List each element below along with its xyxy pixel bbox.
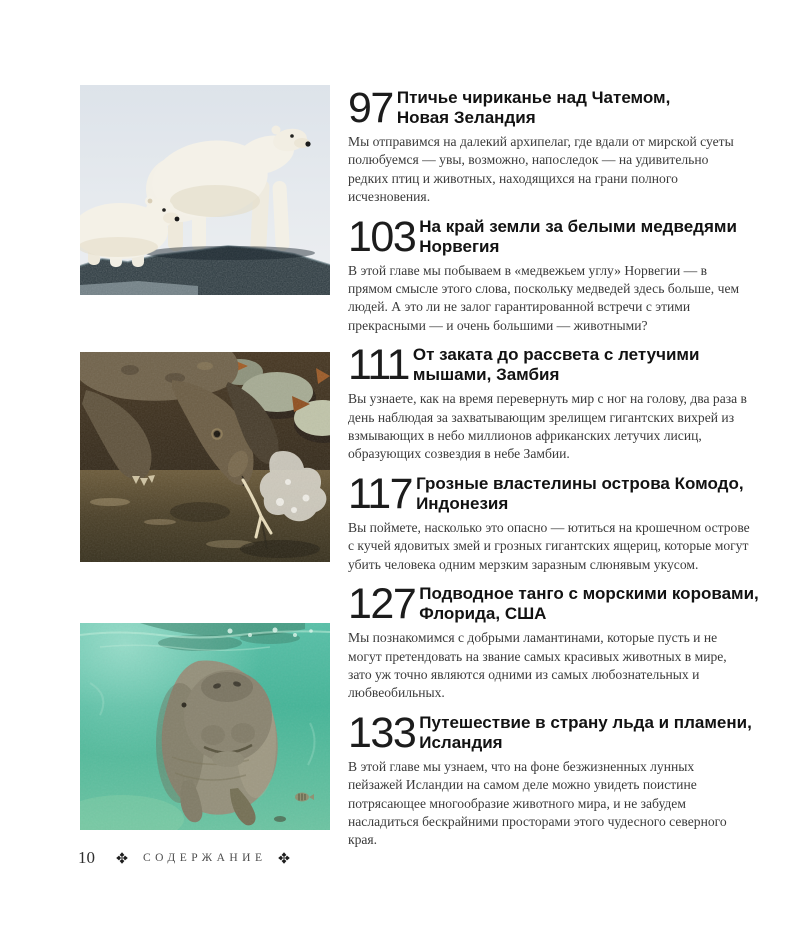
chapter-page-number: 111 [348, 341, 409, 390]
section-label: СОДЕРЖАНИЕ [143, 852, 267, 864]
chapter-title [419, 582, 759, 624]
toc-entry [348, 708, 752, 850]
chapter-page-number: 133 [348, 708, 416, 757]
chapter-title-line1: На край земли за белыми медведями [419, 216, 737, 236]
toc-entry-header [348, 708, 752, 757]
chapter-title-line1: От заката до рассвета с летучими [412, 345, 700, 365]
chapter-description: В этой главе мы побываем в «медвежьем углу» Норвегии — в прямом смысле этого слова, поскольку медведей здесь больше, чем людей. А это ли не залог гарантированной встречи с этими прекрасными — и очень большими — животными? [348, 262, 740, 333]
toc-entry [348, 212, 750, 336]
chapter-title-line2: Норвегия [419, 236, 500, 256]
chapter-title-line2: Индонезия [416, 493, 509, 513]
toc-entry [348, 86, 750, 207]
polar-bears-illustration [80, 85, 330, 295]
chapter-title-line1: Грозные властелины острова Комодо, [416, 473, 744, 493]
chapter-title-line1: Подводное танго с морскими коровами, [419, 584, 759, 604]
cub-nose [175, 217, 180, 222]
folio-number: 10 [78, 848, 95, 867]
cross-ornament-icon [116, 852, 128, 864]
toc-entry-header [348, 212, 750, 261]
chapter-title-line2: мышами, Замбия [412, 365, 560, 385]
toc-entry [348, 580, 759, 703]
chapter-title-line2: Новая Зеландия [396, 108, 536, 127]
chapter-title-line1: Птичье чириканье над Чатемом, [396, 88, 671, 107]
chapter-description: Вы поймете, насколько это опасно — ютиться на крошечном острове с кучей ядовитых змей и грозных гигантских ящериц, которые могут убить человека одним мерзким заразным слюнявым укусом. [348, 519, 750, 572]
chapter-title [397, 86, 671, 128]
chapter-title [419, 215, 737, 257]
chapter-title-line2: Исландия [419, 732, 503, 752]
photo-komodo-dragon [80, 352, 330, 562]
chapter-description: Вы узнаете, как на время перевернуть мир с ног на голову, два раза в день наблюдая за захватывающим зрелищем гигантских вихрей из взмывающих в небо миллионов африканских летучих лисиц, образующих созвездия в небе Замбии. [348, 391, 747, 462]
toc-entry-header [348, 580, 759, 629]
photo-manatee [80, 623, 330, 830]
chapter-page-number: 103 [348, 212, 416, 261]
chapter-page-number: 97 [348, 84, 393, 132]
mother-bear-eye [290, 134, 294, 138]
cross-ornament-icon [278, 852, 290, 864]
photo-polar-bears [80, 85, 330, 295]
chapter-page-number: 117 [348, 469, 413, 518]
mother-bear-nose [305, 141, 310, 146]
chapter-description: В этой главе мы узнаем, что на фоне безжизненных лунных пейзажей Исландии на самом деле можно увидеть поистине потрясающее многообразие животного мира, и не забудем насладиться бескрайними просторами этого чудесного северного края. [348, 758, 727, 848]
manatee-illustration [80, 623, 330, 830]
chapter-title-line1: Путешествие в страну льда и пламени, [419, 712, 752, 732]
chapter-title [419, 711, 752, 753]
toc-entry-header [348, 469, 750, 518]
toc-entry-header [348, 341, 750, 390]
cub-eye [162, 208, 166, 212]
chapter-page-number: 127 [348, 580, 416, 629]
toc-entries [348, 84, 759, 858]
komodo-dragon-illustration [80, 352, 330, 562]
chapter-title-line2: Флорида, США [419, 604, 547, 624]
toc-entry-header [348, 86, 750, 130]
chapter-title [413, 343, 700, 385]
page-footer [78, 848, 290, 868]
toc-entry [348, 469, 750, 574]
toc-entry [348, 343, 750, 464]
chapter-description: Мы познакомимся с добрыми ламантинами, которые пусть и не могут претендовать на звание самых красивых животных в мире, зато уж точно являются одними из самых любознательных и любвеобильных. [348, 630, 727, 701]
chapter-description: Мы отправимся на далекий архипелаг, где вдали от мирской суеты полюбуемся — увы, возможно, напоследок — на удивительно редких птиц и животных, находящихся на грани полного исчезновения. [348, 134, 734, 205]
chapter-title [416, 472, 743, 514]
